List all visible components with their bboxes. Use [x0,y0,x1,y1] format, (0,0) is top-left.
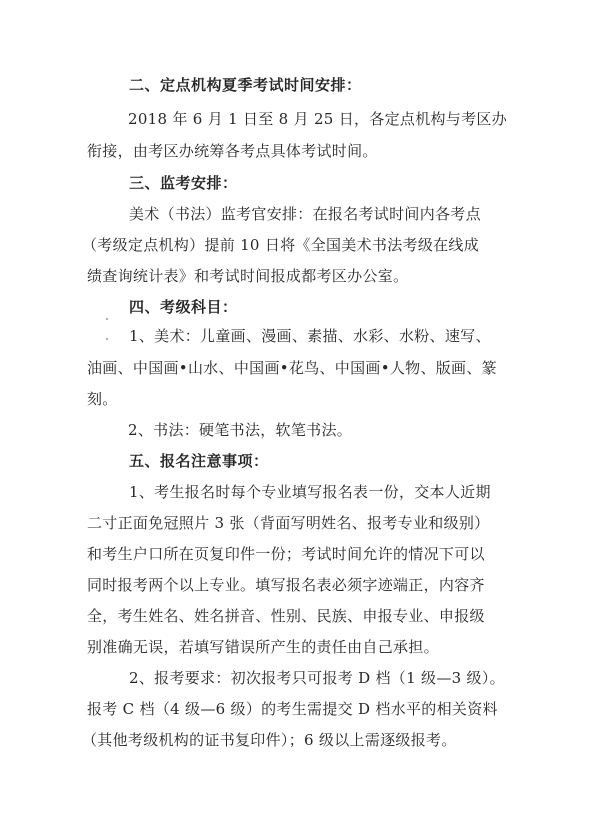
section5-item1-line-4: 同时报考两个以上专业。填写报名表必须字迹端正，内容齐 [87,576,485,594]
scan-speck [106,318,108,320]
section4-item1-line-3: 刻。 [87,390,118,408]
section4-heading: 四、考级科目： [129,298,238,316]
section5-item2-line-2: 报考 C 档（4 级—6 级）的考生需提交 D 档水平的相关资料 [87,700,498,718]
section2-line-2: 衔接，由考区办统筹各考点具体考试时间。 [87,142,378,160]
section5-item1-line-2: 二寸正面免冠照片 3 张（背面写明姓名、报考专业和级别） [87,514,490,532]
section5-item1-line-3: 和考生户口所在页复印件一份；考试时间允许的情况下可以 [87,545,485,563]
section2-heading: 二、定点机构夏季考试时间安排： [129,76,362,94]
section4-item2: 2、书法：硬笔书法，软笔书法。 [128,421,353,439]
section3-line-3: 绩查询统计表》和考试时间报成都考区办公室。 [87,267,409,285]
section4-item1-line-1: 1、美术：儿童画、漫画、素描、水彩、水粉、速写、 [129,327,491,345]
section5-item1-line-1: 1、考生报名时每个专业填写报名表一份，交本人近期 [129,483,491,501]
scan-speck [106,338,108,340]
section5-item1-line-5: 全，考生姓名、姓名拼音、性别、民族、申报专业、申报级 [87,607,485,625]
section2-line-1: 2018 年 6 月 1 日至 8 月 25 日，各定点机构与考区办 [128,110,508,128]
section5-heading: 五、报名注意事项： [129,452,269,470]
section3-line-1: 美术（书法）监考官安排：在报名考试时间内各考点 [129,205,481,223]
section5-item2-line-3: （其他考级机构的证书复印件）；6 级以上需逐级报考。 [82,731,457,749]
section3-line-2: （考级定点机构）提前 10 日将《全国美术书法考级在线成 [82,236,480,254]
section5-item1-line-6: 别准确无误，若填写错误所产生的责任由自己承担。 [87,638,439,656]
section3-heading: 三、监考安排： [129,174,238,192]
section5-item2-line-1: 2、报考要求：初次报考只可报考 D 档（1 级—3 级）。 [129,669,505,687]
section4-item1-line-2: 油画、中国画•山水、中国画•花鸟、中国画•人物、版画、篆 [87,359,497,377]
